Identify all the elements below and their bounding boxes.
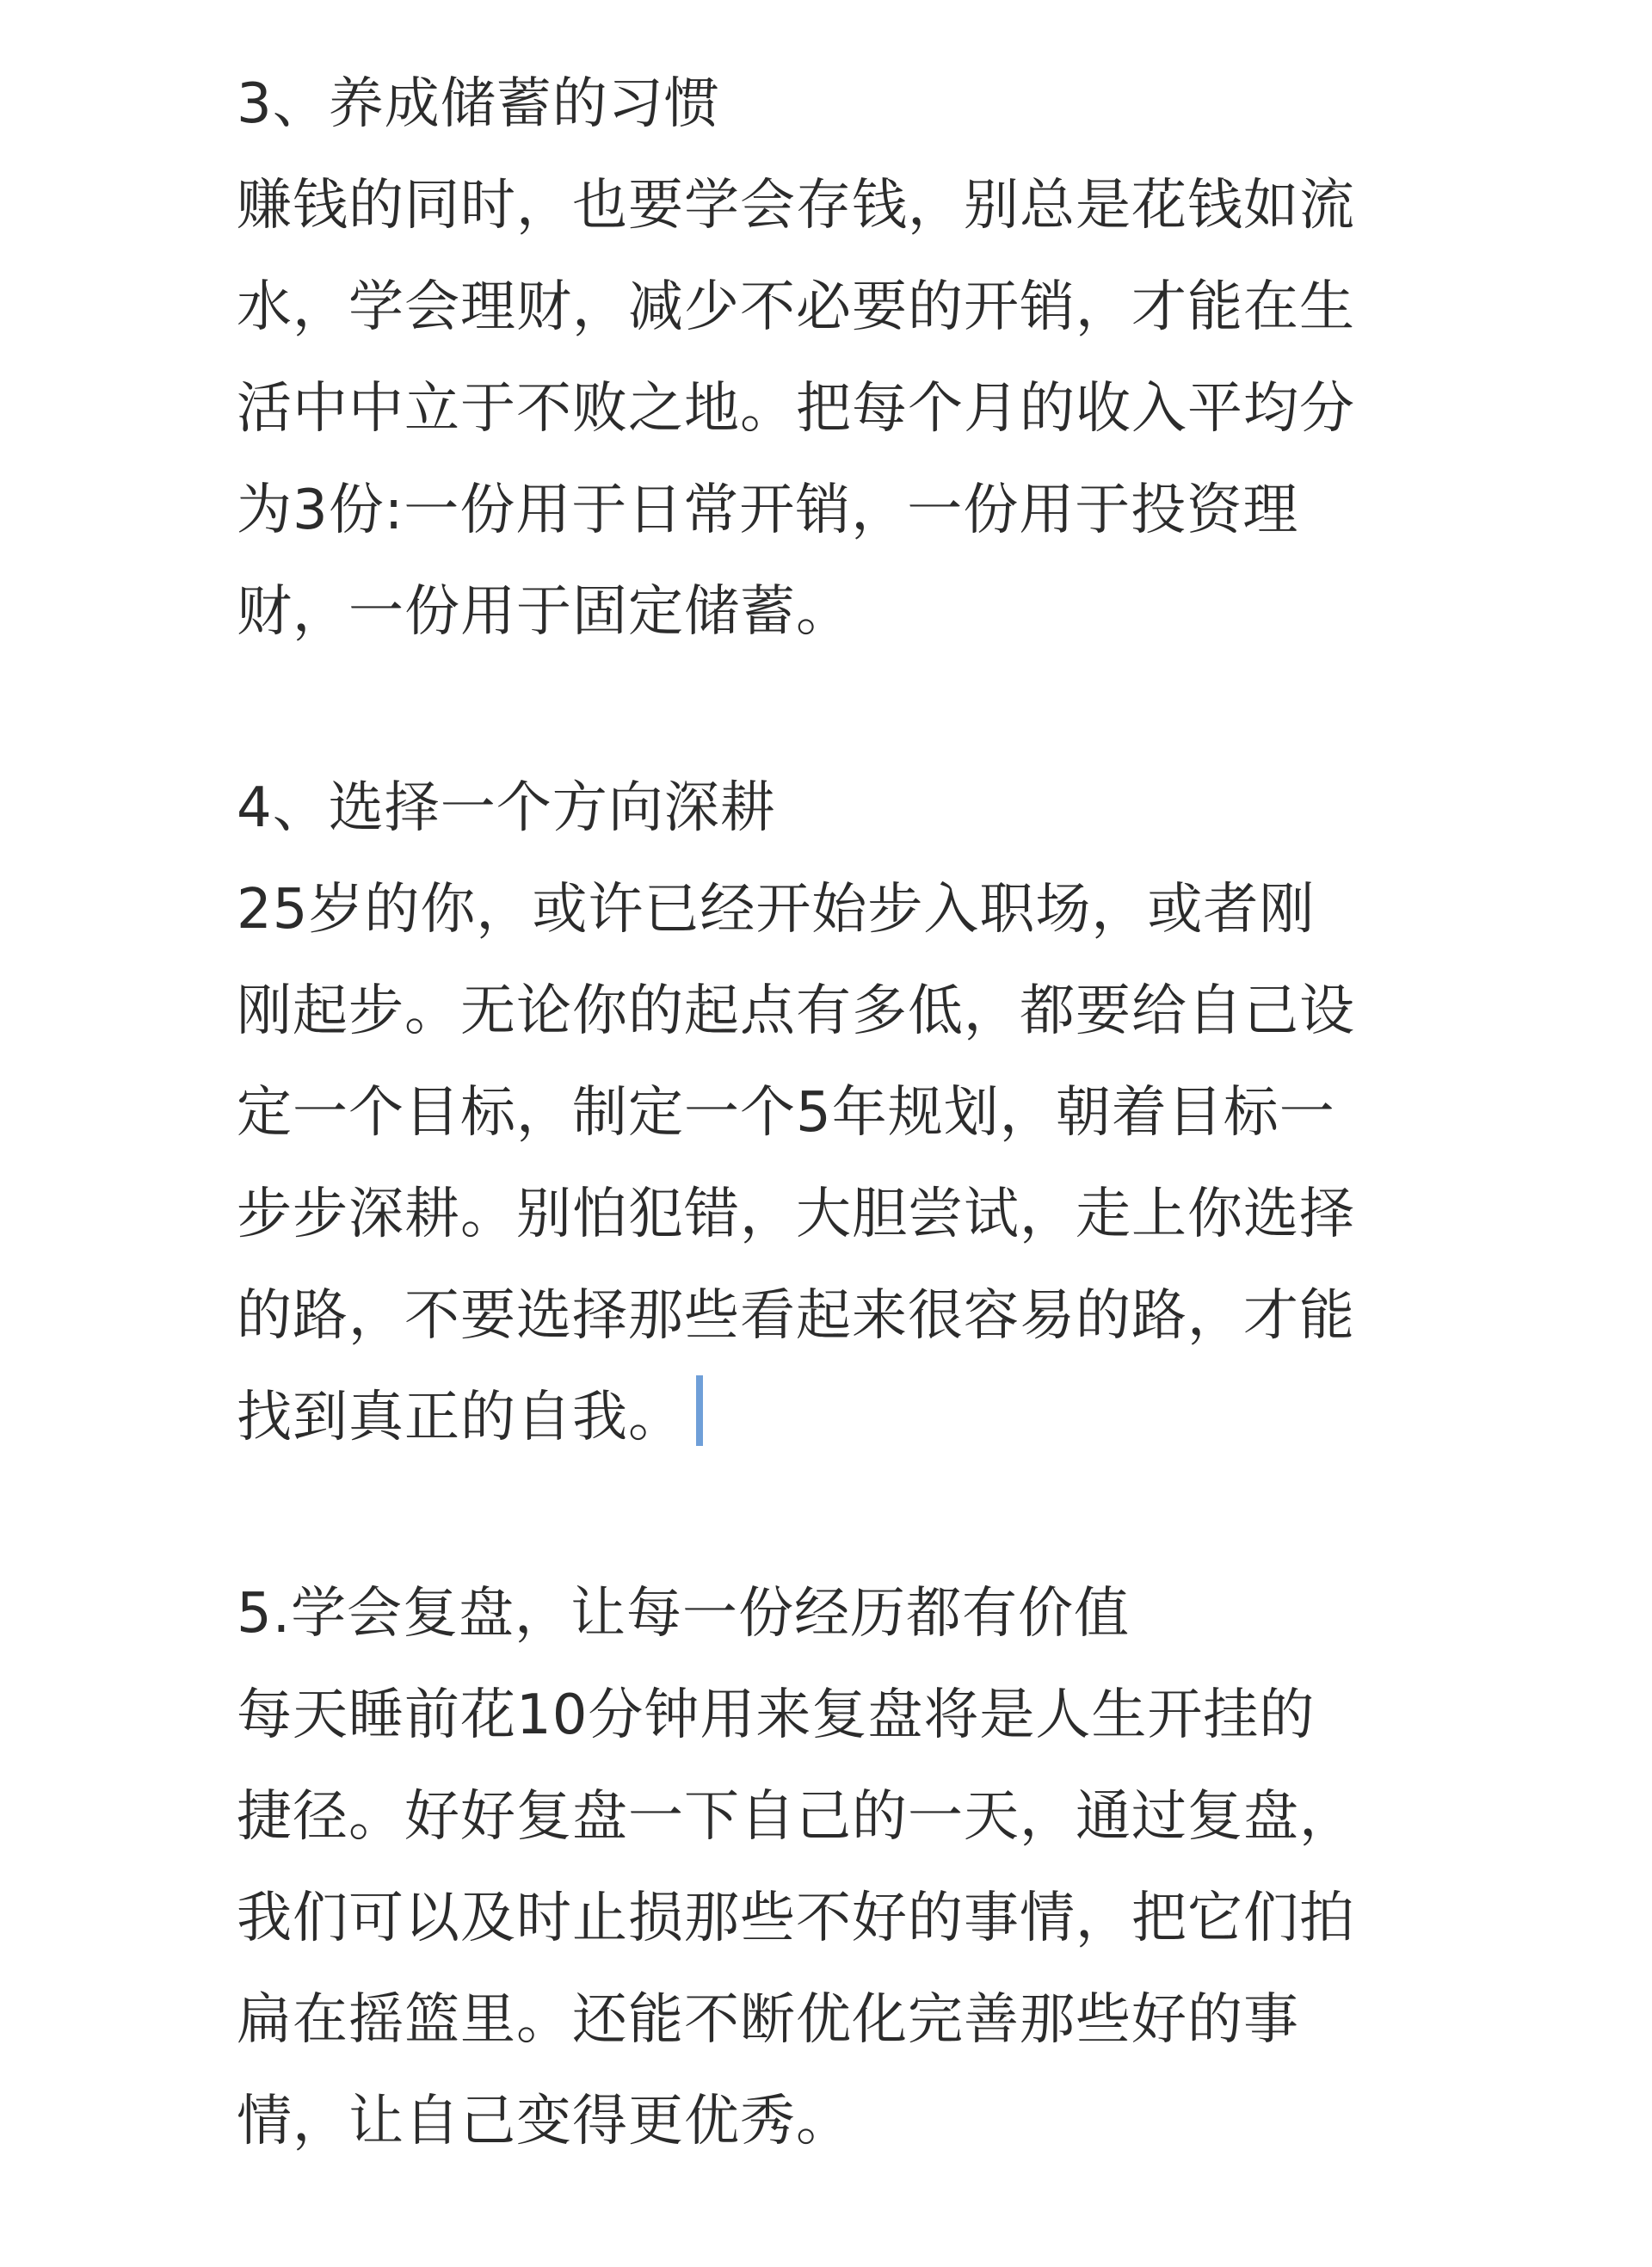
section-heading: 5.学会复盘，让每一份经历都有价值	[237, 1582, 1131, 1646]
paragraph-line-text: 找到真正的自我。	[237, 1386, 684, 1449]
paragraph-line: 25岁的你，或许已经开始步入职场，或者刚	[237, 878, 1316, 942]
paragraph-line: 情，让自己变得更优秀。	[237, 2090, 852, 2153]
paragraph-line: 每天睡前花10分钟用来复盘将是人生开挂的	[237, 1683, 1316, 1747]
paragraph-line: 定一个目标，制定一个5年规划，朝着目标一	[237, 1081, 1335, 1145]
paragraph-line: 刚起步。无论你的起点有多低，都要给自己设	[237, 979, 1355, 1043]
article-body	[237, 53, 1476, 2267]
section-heading: 4、选择一个方向深耕	[237, 776, 776, 840]
paragraph-line: 我们可以及时止损那些不好的事情，把它们拍	[237, 1887, 1355, 1950]
paragraph-line: 的路，不要选择那些看起来很容易的路，才能	[237, 1284, 1355, 1348]
section-savings	[237, 53, 1476, 663]
section-direction	[237, 757, 1476, 1468]
text-cursor	[696, 1375, 703, 1446]
paragraph-line: 步步深耕。别怕犯错，大胆尝试，走上你选择	[237, 1183, 1355, 1246]
paragraph-line: 水，学会理财，减少不必要的开销，才能在生	[237, 275, 1355, 339]
paragraph-line: 捷径。好好复盘一下自己的一天，通过复盘，	[237, 1785, 1355, 1849]
paragraph-line: 财，一份用于固定储蓄。	[237, 580, 852, 644]
paragraph-line: 赚钱的同时，也要学会存钱，别总是花钱如流	[237, 174, 1355, 238]
paragraph-line: 扁在摇篮里。还能不断优化完善那些好的事	[237, 1988, 1299, 2052]
paragraph-line: 为3份:一份用于日常开销，一份用于投资理	[237, 479, 1299, 542]
paragraph-line-last[interactable]	[237, 1367, 1476, 1468]
section-review	[237, 1563, 1476, 2172]
section-heading: 3、养成储蓄的习惯	[237, 72, 720, 136]
paragraph-line: 活中中立于不败之地。把每个月的收入平均分	[237, 377, 1355, 441]
